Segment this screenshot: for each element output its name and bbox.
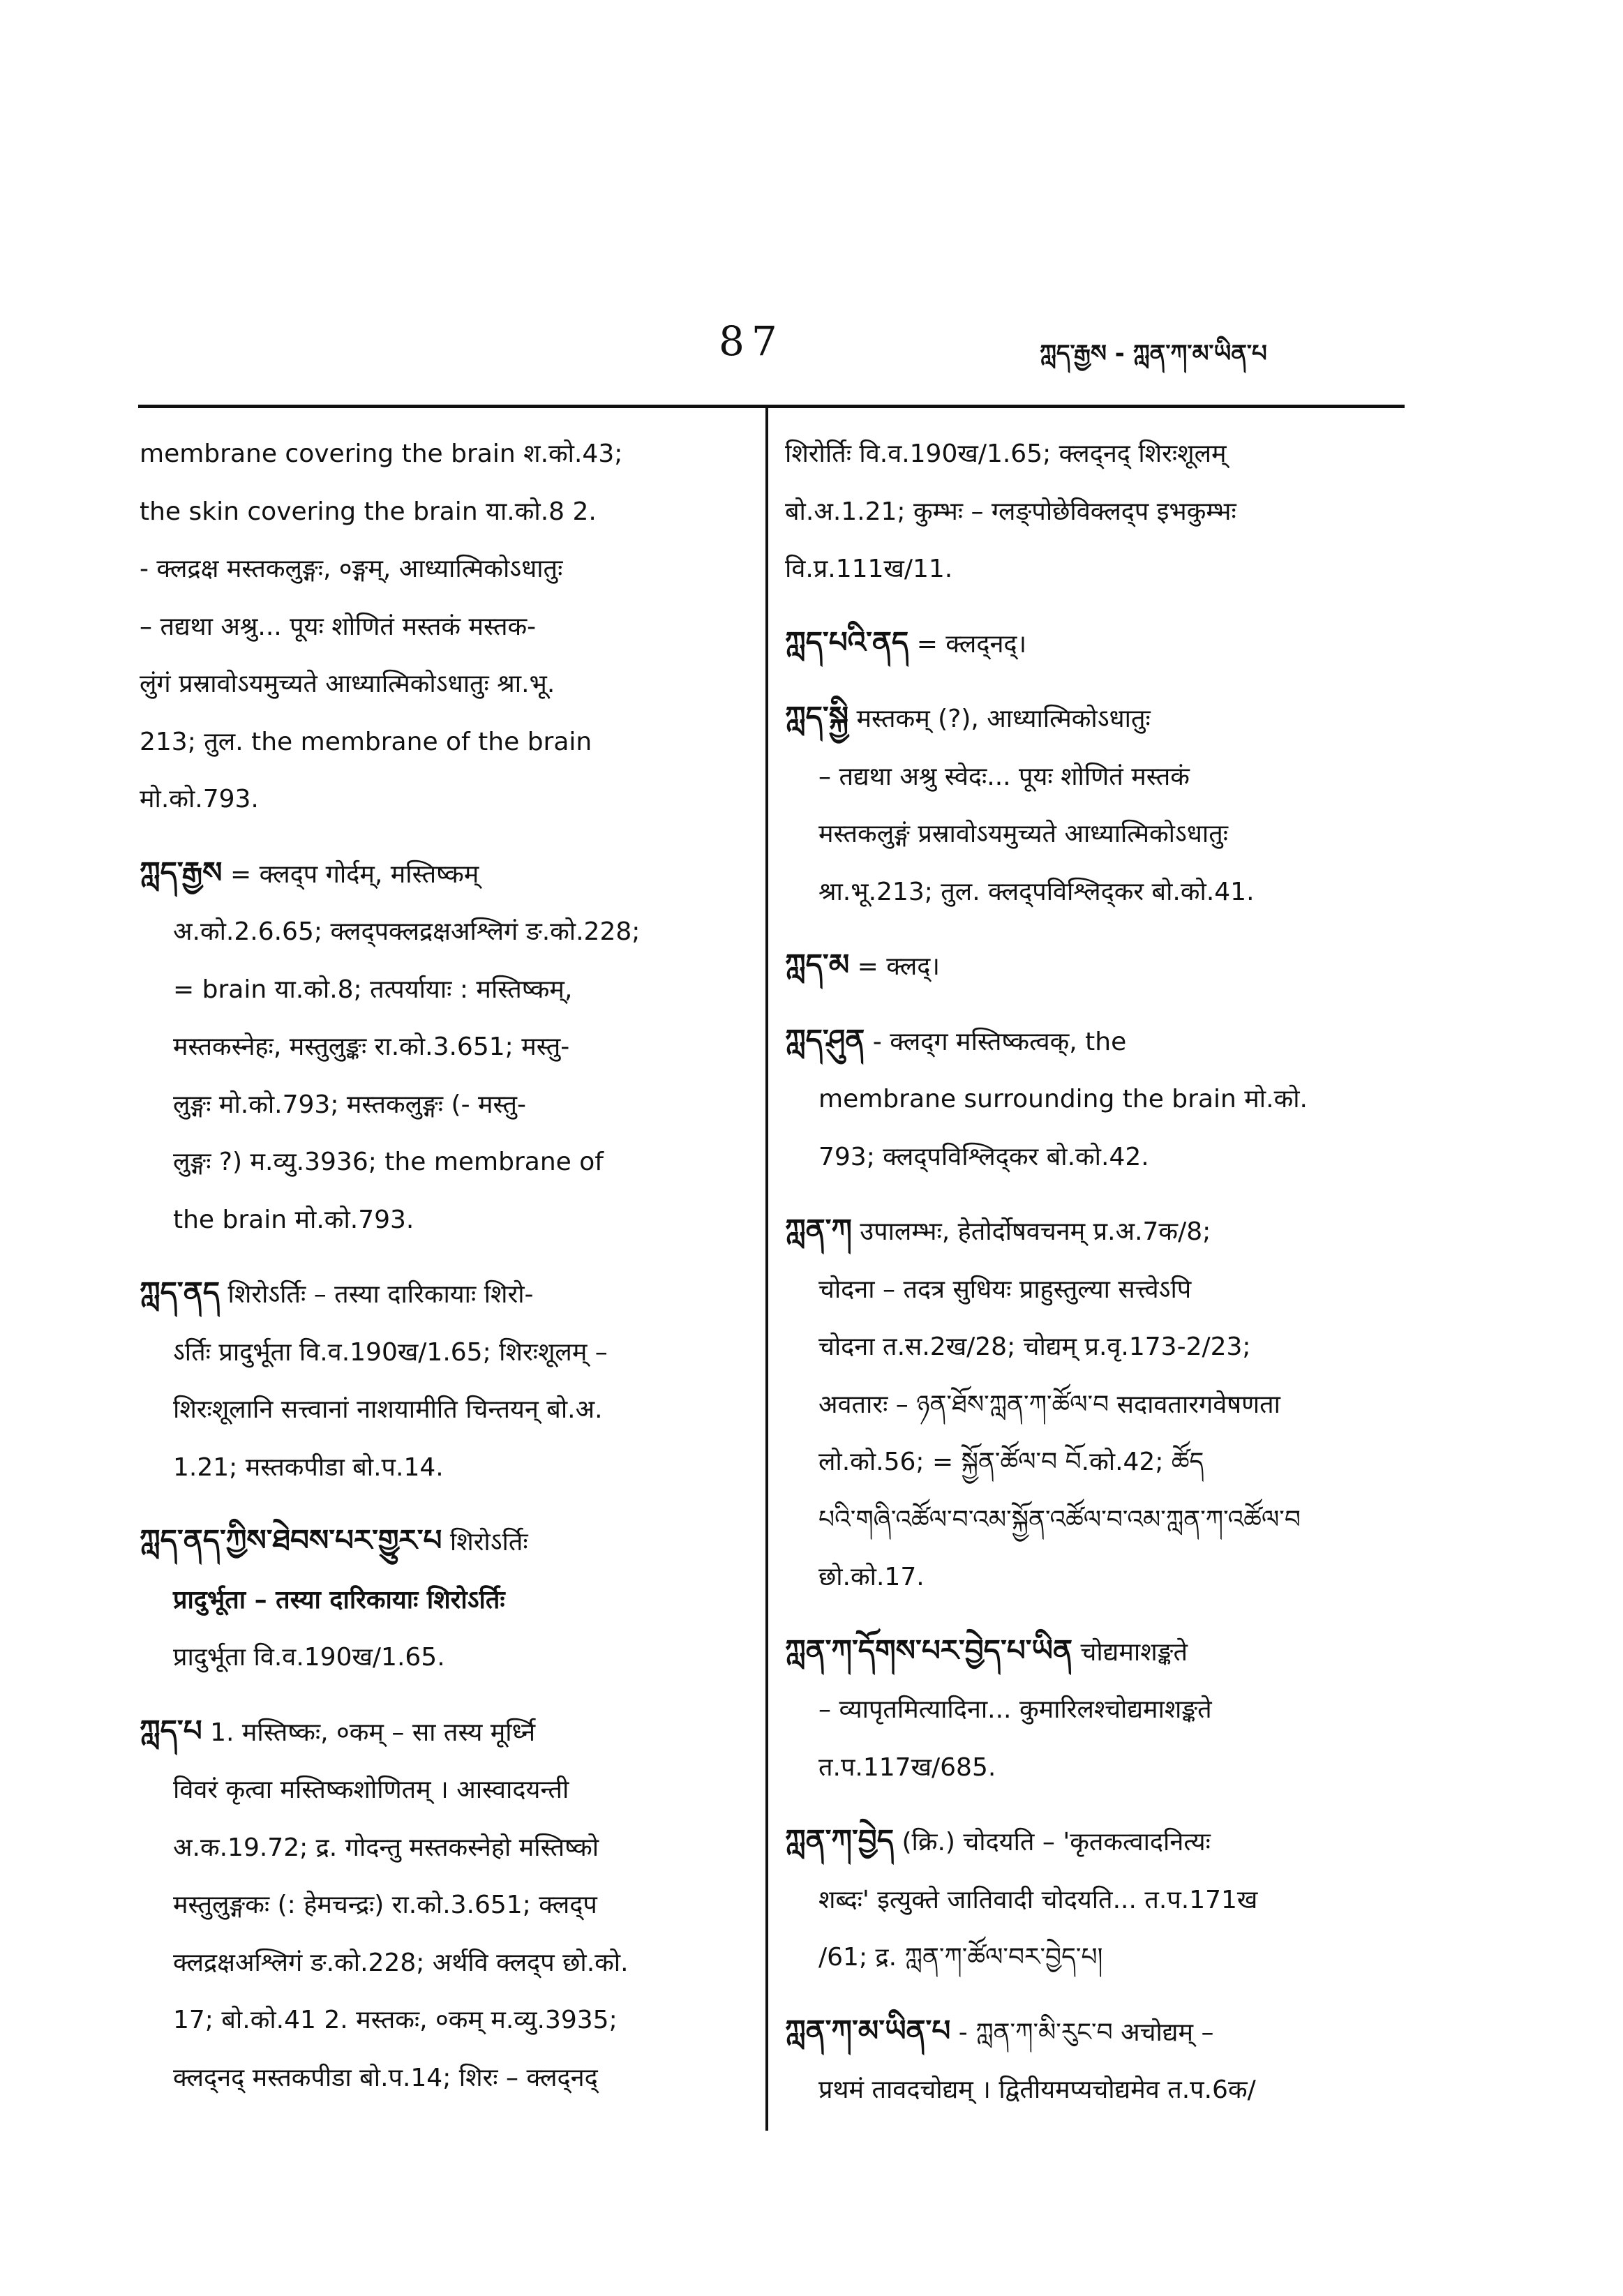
entry-line xyxy=(785,1376,1406,1434)
entry-text: प्रथमं तावदचोद्यम् । द्वितीयमप्यचोद्यमेव त.प.6क/ xyxy=(818,2076,1256,2104)
entry-text: लुंगं प्रस्रावोऽयमुच्यते आध्यात्मिकोऽधातुः श्रा.भू. xyxy=(140,670,555,698)
dictionary-entry xyxy=(785,614,1406,674)
entry-line xyxy=(785,1812,1406,1872)
entry-line xyxy=(785,2002,1406,2062)
entry-text: मस्तकम् (?), आध्यात्मिकोऽधातुः xyxy=(848,705,1151,733)
headword: ཀླད་སྐྱི xyxy=(785,700,849,734)
entry-line xyxy=(785,1739,1406,1797)
entry-text: क्लद्रक्षअश्लिगं ङ.को.228; अर्थवि क्लद्‌प छो.को. xyxy=(173,1948,629,1977)
entry-line xyxy=(785,483,1406,541)
entry-text: बो.अ.1.21; कुम्भः – ग्लङ्‌पोछेविक्लद्‌प इभकुम्भः xyxy=(785,497,1236,526)
entry-line xyxy=(140,1264,747,1324)
entry-line xyxy=(785,806,1406,864)
entry-line xyxy=(785,541,1406,599)
entry-line xyxy=(140,2050,747,2108)
entry-text: श्रा.भू.213; तुल. क्लद्‌पविश्लिद्‌कर बो.को.41. xyxy=(818,877,1255,906)
header-rule xyxy=(138,405,1405,408)
running-head: ཀླད་རྒྱས - ཀླན་ཀ་མ་ཡིན་པ xyxy=(1040,340,1267,368)
entry-line xyxy=(785,426,1406,483)
entry-text: शिरःशूलानि सत्त्वानां नाशयामीति चिन्तयन् बो.अ. xyxy=(173,1395,603,1424)
entry-line xyxy=(785,1319,1406,1376)
entry-line xyxy=(785,749,1406,806)
entry-text: 1.21; मस्तकपीडा बो.प.14. xyxy=(173,1453,444,1482)
entry-line xyxy=(140,1439,747,1497)
entry-text: शब्दः' इत्युक्ते जातिवादी चोदयति... त.प.171ख xyxy=(818,1885,1258,1914)
headword: ཀླན་ཀ xyxy=(785,1213,852,1247)
entry-line xyxy=(140,844,747,904)
entry-text: /61; द्र. ཀླན་ཀ་ཚོལ་བར་བྱེད་པ། xyxy=(818,1943,1103,1972)
entry-line xyxy=(140,1877,747,1935)
headword: ཀླན་ཀ་བྱེད xyxy=(785,1823,895,1857)
entry-text: लुङ्गः मो.को.793; मस्तकलुङ्गः (- मस्तु- xyxy=(173,1090,527,1119)
entry-line xyxy=(785,1071,1406,1129)
entry-line xyxy=(140,541,747,599)
page-number: 87 xyxy=(719,317,784,365)
dictionary-entry xyxy=(140,844,747,1250)
dictionary-entry xyxy=(785,1622,1406,1797)
entry-text: मो.को.793. xyxy=(140,785,259,813)
dictionary-entry xyxy=(140,426,747,829)
column-divider xyxy=(765,407,768,2131)
entry-line xyxy=(785,614,1406,674)
entry-text: उपालम्भः, हेतोर्दोषवचनम् प्र.अ.7क/8; xyxy=(851,1217,1211,1246)
dictionary-entry xyxy=(785,689,1406,921)
headword: ཀླད་ཤུན xyxy=(785,1022,865,1057)
entry-line xyxy=(140,426,747,483)
entry-text: चोदना त.स.2ख/28; चोद्यम् प्र.वृ.173-2/23; xyxy=(818,1333,1251,1361)
entry-text: क्लद्‌नद् मस्तकपीडा बो.प.14; शिरः – क्लद्‌नद् xyxy=(173,2063,598,2092)
dictionary-entry xyxy=(785,2002,1406,2119)
dictionary-entry xyxy=(785,1201,1406,1607)
entry-text: विवरं कृत्वा मस्तिष्कशोणितम् । आस्वादयन्ती xyxy=(173,1776,569,1804)
entry-line xyxy=(140,656,747,714)
entry-line xyxy=(785,1434,1406,1492)
entry-line xyxy=(785,1201,1406,1261)
entry-text: - ཀླན་ཀ་མི་རུང་བ अचोद्यम् – xyxy=(950,2018,1214,2047)
entry-text: = क्लद्‌प गोर्दम्, मस्तिष्कम् xyxy=(222,860,479,889)
entry-text: membrane surrounding the brain मो.को. xyxy=(818,1085,1308,1113)
entry-text: मस्तुलुङ्गकः (: हेमचन्द्रः) रा.को.3.651; क्लद्‌प xyxy=(173,1891,597,1919)
entry-text: छो.को.17. xyxy=(818,1563,925,1591)
entry-line xyxy=(785,1129,1406,1187)
entry-text: वि.प्र.111ख/11. xyxy=(785,555,953,583)
entry-line xyxy=(785,2062,1406,2119)
entry-text: अ.को.2.6.65; क्लद्‌पक्लद्रक्षअश्लिगं ङ.को.228; xyxy=(173,917,641,946)
entry-line xyxy=(140,1572,747,1630)
entry-text: शिरोऽर्तिः – तस्या दारिकायाः शिरो- xyxy=(220,1280,534,1309)
entry-text: = brain या.को.8; तत्पर्यायाः : मस्तिष्कम्, xyxy=(173,975,573,1004)
entry-text: = क्लद्‌नद्। xyxy=(908,629,1027,659)
entry-text: the brain मो.को.793. xyxy=(173,1205,414,1234)
entry-line xyxy=(140,1019,747,1076)
entry-text: चोद्यमाशङ्कते xyxy=(1072,1637,1188,1667)
entry-text: प्रादुर्भूता वि.व.190ख/1.65. xyxy=(173,1643,445,1672)
headword: ཀླན་ཀ་དོགས་པར་བྱེད་པ་ཡིན xyxy=(785,1633,1073,1667)
entry-line xyxy=(785,1929,1406,1987)
entry-text: शिरोर्तिः वि.व.190ख/1.65; क्लद्‌नद् शिरःशूलम् xyxy=(785,440,1227,468)
entry-line xyxy=(140,1762,747,1819)
headword: ཀླད་རྒྱས xyxy=(140,855,223,890)
entry-text: 793; क्लद्‌पविश्लिद्‌कर बो.को.42. xyxy=(818,1142,1149,1171)
dictionary-entry xyxy=(785,426,1406,599)
headword: ཀླད་ནད་ཀྱིས་ཐེབས་པར་གྱུར་པ xyxy=(140,1523,442,1557)
entry-line xyxy=(140,599,747,656)
entry-line xyxy=(785,1872,1406,1930)
entry-line xyxy=(140,483,747,541)
entry-text: - क्लद्‌ग मस्तिष्कत्वक्, the xyxy=(865,1027,1127,1056)
entry-text: membrane covering the brain श.को.43; xyxy=(140,440,623,468)
entry-text: – व्यापृतमित्यादिना... कुमारिलश्चोद्यमाशङ्कते xyxy=(818,1695,1212,1724)
dictionary-entry xyxy=(140,1512,747,1687)
entry-text: मस्तकलुङ्गं प्रस्रावोऽयमुच्यते आध्यात्मिकोऽधातुः xyxy=(818,820,1229,848)
dictionary-entry xyxy=(785,1012,1406,1187)
entry-line xyxy=(140,1192,747,1250)
entry-text: – तद्यथा अश्रु स्वेदः... पूयः शोणितं मस्तकं xyxy=(818,762,1190,791)
entry-line xyxy=(785,1492,1406,1550)
entry-text: त.प.117ख/685. xyxy=(818,1753,996,1782)
entry-text: – तद्यथा अश्रु... पूयः शोणितं मस्तकं मस्तक- xyxy=(140,612,537,641)
entry-text: अ.क.19.72; द्र. गोदन्तु मस्तकस्नेहो मस्तिष्को xyxy=(173,1833,599,1862)
entry-line xyxy=(140,961,747,1019)
entry-line xyxy=(785,864,1406,922)
entry-line xyxy=(140,1381,747,1439)
entry-line xyxy=(785,1261,1406,1319)
entry-line xyxy=(140,1992,747,2050)
entry-text: शिरोऽर्तिः xyxy=(442,1528,528,1556)
headword: ཀླད་ནད xyxy=(140,1275,220,1310)
entry-line xyxy=(140,771,747,829)
entry-line xyxy=(785,936,1406,996)
headword: ཀླན་ཀ་མ་ཡིན་པ xyxy=(785,2013,951,2048)
headword: ཀླད་པའི་ནད xyxy=(785,624,909,659)
entry-text: मस्तकस्नेहः, मस्तुलुङ्कः रा.को.3.651; मस्तु- xyxy=(173,1033,570,1061)
entry-line xyxy=(140,1324,747,1382)
entry-text: - क्लद्रक्ष मस्तकलुङ्गः, ०ङ्गम्, आध्यात्मिकोऽधातुः xyxy=(140,555,563,583)
dictionary-entry xyxy=(140,1264,747,1496)
entry-line xyxy=(785,1622,1406,1682)
entry-line xyxy=(140,714,747,772)
entry-line xyxy=(140,1134,747,1192)
entry-text: लो.को.56; = སྐྱོན་ཚོལ་བ བོ.को.42; ཚོད xyxy=(818,1448,1204,1476)
entry-text: चोदना – तदत्र सुधियः प्राहुस्तुल्या सत्त्वेऽपि xyxy=(818,1275,1192,1304)
entry-line xyxy=(785,1012,1406,1072)
right-column xyxy=(785,426,1406,2135)
entry-line xyxy=(140,1076,747,1134)
entry-text: ऽर्तिः प्रादुर्भूता वि.व.190ख/1.65; शिरःशूलम् – xyxy=(173,1337,608,1367)
entry-text: the skin covering the brain या.को.8 2. xyxy=(140,497,597,526)
dictionary-entry xyxy=(140,1702,747,2108)
entry-line xyxy=(785,1681,1406,1739)
entry-text: 1. मस्तिष्कः, ०कम् – सा तस्य मूर्ध्नि xyxy=(202,1718,536,1747)
headword: ཀླད་པ xyxy=(140,1713,202,1748)
left-column xyxy=(140,426,747,2122)
entry-text: (क्रि.) चोदयति – 'कृतकत्वादनित्यः xyxy=(894,1828,1211,1856)
entry-line xyxy=(785,689,1406,749)
dictionary-entry xyxy=(785,1812,1406,1987)
entry-line xyxy=(140,903,747,961)
entry-text: लुङ्गः ?) म.व्यु.3936; the membrane of xyxy=(173,1148,604,1176)
entry-line xyxy=(140,1512,747,1572)
entry-line xyxy=(785,1549,1406,1607)
entry-text: प्रादुर्भूता – तस्या दारिकायाः शिरोऽर्तिः xyxy=(173,1585,505,1614)
entry-text: = क्लद्। xyxy=(849,952,941,981)
entry-text: अवतारः – ཉན་ཐོས་ཀླན་ཀ་ཚོལ་བ सदावतारगवेषणता xyxy=(818,1390,1280,1419)
entry-text: 17; बो.को.41 2. मस्तकः, ०कम् म.व्यु.3935; xyxy=(173,2006,618,2034)
dictionary-entry xyxy=(785,936,1406,996)
entry-text: 213; तुल. the membrane of the brain xyxy=(140,727,592,756)
headword: ཀླད་མ xyxy=(785,947,850,982)
entry-line xyxy=(140,1702,747,1762)
entry-line xyxy=(140,1629,747,1687)
entry-line xyxy=(140,1819,747,1877)
entry-line xyxy=(140,1935,747,1993)
entry-text: པའི་གཞི་འཚོལ་བ་འམ་སྐྱོན་འཚོལ་བ་འམ་ཀླན་ཀ་འཚོལ་བ xyxy=(818,1505,1301,1534)
